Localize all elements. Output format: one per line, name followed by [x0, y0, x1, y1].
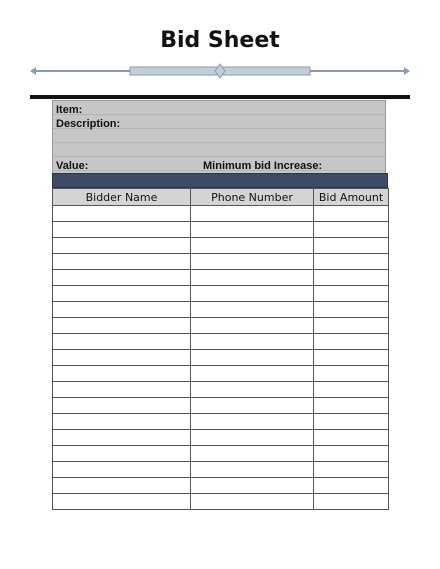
bid-amount-cell[interactable]: [314, 302, 389, 318]
table-row: [53, 494, 389, 510]
bid-amount-cell[interactable]: [314, 334, 389, 350]
bidder-name-cell[interactable]: [53, 238, 191, 254]
description-label: Description:: [56, 118, 121, 130]
phone-number-cell[interactable]: [191, 286, 314, 302]
item-label: Item:: [56, 104, 83, 116]
top-rule: [30, 95, 410, 99]
table-row: [53, 350, 389, 366]
bidder-name-cell[interactable]: [53, 398, 191, 414]
phone-number-cell[interactable]: [191, 206, 314, 222]
bidder-name-cell[interactable]: [53, 430, 191, 446]
table-row: [53, 462, 389, 478]
phone-number-cell[interactable]: [191, 318, 314, 334]
bid-amount-cell[interactable]: [314, 254, 389, 270]
bidder-name-cell[interactable]: [53, 206, 191, 222]
ornamental-divider: [30, 62, 410, 80]
phone-number-cell[interactable]: [191, 414, 314, 430]
bid-amount-cell[interactable]: [314, 318, 389, 334]
table-row: [53, 222, 389, 238]
bidder-name-cell[interactable]: [53, 302, 191, 318]
table-row: [53, 318, 389, 334]
bidder-name-cell[interactable]: [53, 382, 191, 398]
phone-number-header: Phone Number: [191, 189, 314, 206]
table-row: [53, 382, 389, 398]
table-header-bar: [52, 173, 388, 188]
table-row: [53, 398, 389, 414]
table-row: [53, 430, 389, 446]
column-header-row: [53, 189, 389, 206]
table-row: [53, 414, 389, 430]
bid-amount-cell[interactable]: [314, 270, 389, 286]
bid-amount-cell[interactable]: [314, 222, 389, 238]
bidder-name-cell[interactable]: [53, 414, 191, 430]
bid-amount-cell[interactable]: [314, 238, 389, 254]
table-row: [53, 270, 389, 286]
bid-amount-cell[interactable]: [314, 350, 389, 366]
table-row: [53, 478, 389, 494]
bidder-name-cell[interactable]: [53, 254, 191, 270]
phone-number-cell[interactable]: [191, 398, 314, 414]
bid-amount-cell[interactable]: [314, 430, 389, 446]
table-row: [53, 302, 389, 318]
bidder-name-cell[interactable]: [53, 286, 191, 302]
value-label: Value:: [56, 160, 89, 172]
bid-amount-header: Bid Amount: [314, 189, 389, 206]
bidder-name-cell[interactable]: [53, 318, 191, 334]
bid-amount-cell[interactable]: [314, 446, 389, 462]
bidder-name-cell[interactable]: [53, 462, 191, 478]
table-row: [53, 286, 389, 302]
page-title: Bid Sheet: [160, 28, 280, 53]
table-row: [53, 206, 389, 222]
bid-amount-cell[interactable]: [314, 398, 389, 414]
table-row: [53, 446, 389, 462]
phone-number-cell[interactable]: [191, 462, 314, 478]
bidder-name-cell[interactable]: [53, 222, 191, 238]
bidder-name-header: Bidder Name: [53, 189, 191, 206]
bidder-name-cell[interactable]: [53, 494, 191, 510]
bid-amount-cell[interactable]: [314, 494, 389, 510]
bid-table: [52, 188, 389, 510]
phone-number-cell[interactable]: [191, 430, 314, 446]
phone-number-cell[interactable]: [191, 494, 314, 510]
phone-number-cell[interactable]: [191, 366, 314, 382]
phone-number-cell[interactable]: [191, 382, 314, 398]
phone-number-cell[interactable]: [191, 222, 314, 238]
bid-amount-cell[interactable]: [314, 478, 389, 494]
phone-number-cell[interactable]: [191, 334, 314, 350]
phone-number-cell[interactable]: [191, 254, 314, 270]
bidder-name-cell[interactable]: [53, 366, 191, 382]
bid-amount-cell[interactable]: [314, 414, 389, 430]
bidder-name-cell[interactable]: [53, 334, 191, 350]
minimum-bid-increase-label: Minimum bid Increase:: [203, 160, 323, 172]
bidder-name-cell[interactable]: [53, 270, 191, 286]
bidder-name-cell[interactable]: [53, 446, 191, 462]
bid-amount-cell[interactable]: [314, 382, 389, 398]
phone-number-cell[interactable]: [191, 350, 314, 366]
bid-rows: [53, 206, 389, 510]
table-row: [53, 334, 389, 350]
bidder-name-cell[interactable]: [53, 478, 191, 494]
phone-number-cell[interactable]: [191, 446, 314, 462]
bid-amount-cell[interactable]: [314, 462, 389, 478]
item-info-box: [52, 100, 386, 174]
phone-number-cell[interactable]: [191, 270, 314, 286]
phone-number-cell[interactable]: [191, 238, 314, 254]
table-row: [53, 238, 389, 254]
bid-amount-cell[interactable]: [314, 286, 389, 302]
bid-amount-cell[interactable]: [314, 206, 389, 222]
phone-number-cell[interactable]: [191, 302, 314, 318]
bid-amount-cell[interactable]: [314, 366, 389, 382]
bidder-name-cell[interactable]: [53, 350, 191, 366]
table-row: [53, 366, 389, 382]
table-row: [53, 254, 389, 270]
phone-number-cell[interactable]: [191, 478, 314, 494]
